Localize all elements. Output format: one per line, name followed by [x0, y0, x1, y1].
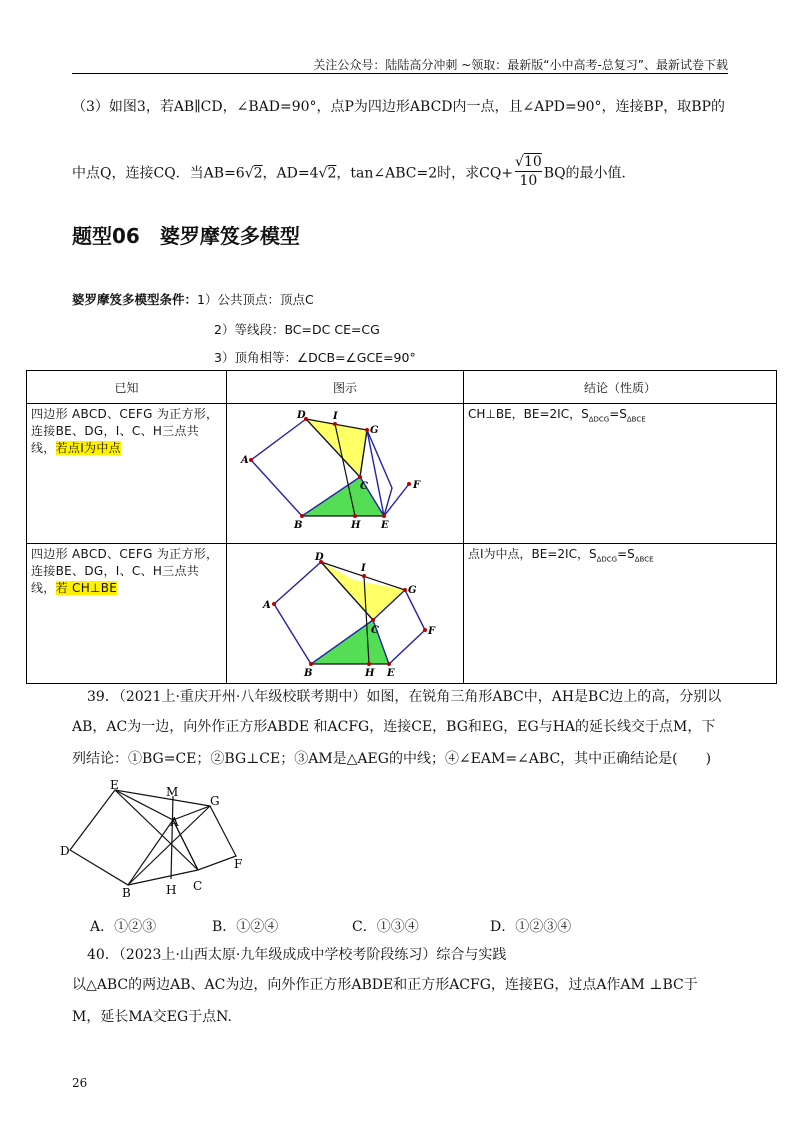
cell-known: 四边形 ABCD、CEFG 为正方形，连接BE、DG，I、C、H三点共线，若 CH⊥BE — [27, 544, 227, 684]
label-i: I — [333, 411, 338, 422]
cell-figure — [227, 404, 464, 544]
q40-line1: 40．（2023上·山西太原·九年级成成中学校考阶段练习）综合与实践 — [87, 947, 507, 963]
conditions-line3: 3）顶角相等：∠DCB=∠GCE=90° — [214, 350, 416, 365]
page-number: 26 — [72, 1076, 88, 1090]
label-c: C — [360, 481, 368, 492]
label-e: E — [381, 520, 389, 531]
cell-figure — [227, 544, 464, 684]
highlight-text: 若点I为中点 — [55, 441, 121, 455]
label-e: E — [110, 780, 119, 792]
model-table — [26, 370, 777, 684]
label-d: D — [315, 552, 324, 563]
label-i: I — [361, 563, 366, 574]
q39-diagram — [60, 780, 260, 900]
table-row — [27, 404, 777, 544]
sqrt-symbol: √ — [318, 165, 328, 182]
q40-line2: 以△ABC的两边AB、AC为边，向外作正方形ABDE和正方形ACFG，连接EG，过点A作AM ⊥BC于 — [72, 977, 698, 993]
conditions-line2: 2）等线段：BC=DC CE=CG — [214, 322, 380, 337]
label-b: B — [294, 520, 303, 531]
label-a: A — [263, 600, 271, 611]
option-c[interactable]: C．①③④ — [352, 919, 419, 935]
label-h: H — [166, 883, 177, 897]
cell-known: 四边形 ABCD、CEFG 为正方形，连接BE、DG，I、C、H三点共线，若点I为中点 — [27, 404, 227, 544]
label-h: H — [351, 520, 361, 531]
label-b: B — [304, 668, 313, 679]
q40-line3: M，延长MA交EG于点N. — [72, 1009, 232, 1025]
label-f: F — [413, 480, 421, 491]
table-row — [27, 544, 777, 684]
header-known: 已知 — [27, 371, 227, 404]
option-a[interactable]: A．①②③ — [90, 919, 157, 935]
header-result: 结论（性质） — [464, 371, 777, 404]
conditions-line1: 婆罗摩笈多模型条件：1）公共顶点：顶点C — [72, 292, 314, 307]
label-d: D — [60, 844, 70, 858]
label-m: M — [166, 785, 179, 799]
label-g: G — [210, 794, 220, 808]
figure-1-diagram — [227, 404, 464, 540]
label-f: F — [428, 626, 436, 637]
label-c: C — [371, 625, 379, 636]
section-title: 题型06 婆罗摩笈多模型 — [72, 224, 300, 248]
q3-line1: （3）如图3，若AB∥CD，∠BAD=90°，点P为四边形ABCD内一点，且∠APD=90°，连接BP，取BP的 — [72, 99, 725, 115]
highlight-text: 若 CH⊥BE — [55, 581, 118, 595]
option-b[interactable]: B．①②④ — [212, 919, 279, 935]
label-a: A — [170, 815, 179, 829]
sqrt-symbol: √ — [244, 165, 254, 182]
label-h: H — [365, 668, 375, 679]
page-header: 关注公众号：陆陆高分冲刺 ~领取：最新版“小中高考-总复习”、最新试卷下载 — [313, 58, 728, 72]
table-header-row — [27, 371, 777, 404]
label-b: B — [122, 886, 131, 900]
cell-result: CH⊥BE，BE=2IC，$S_{\Delta DCG}=S_{\Delta BCE}$ — [464, 404, 777, 544]
label-f: F — [234, 857, 243, 871]
q3-line2: 中点Q，连接CQ．当AB=6√2，AD=4√2，tan∠ABC=2时，求CQ+ $\frac{√10}{10}$ BQ的最小值． — [72, 154, 636, 189]
figure-2-diagram — [227, 544, 464, 680]
label-e: E — [387, 668, 395, 679]
fraction: $\frac{√10}{10}$ — [515, 154, 542, 189]
label-g: G — [408, 585, 417, 596]
option-d[interactable]: D．①②③④ — [490, 919, 572, 935]
q39-line3: 列结论：①BG=CE；②BG⊥CE；③AM是△AEG的中线；④∠EAM=∠ABC，其中正确结论是( ) — [72, 751, 712, 767]
q39-line2: AB，AC为一边，向外作正方形ABDE 和ACFG，连接CE，BG和EG，EG与HA的延长线交于点M，下 — [72, 719, 716, 735]
label-a: A — [241, 455, 249, 466]
q39-line1: 39．（2021上·重庆开州·八年级校联考期中）如图，在锐角三角形ABC中，AH是BC边上的高，分别以 — [87, 689, 722, 705]
label-d: D — [297, 410, 306, 421]
header-rule — [72, 73, 728, 74]
label-c: C — [193, 879, 203, 893]
label-g: G — [370, 425, 379, 436]
cell-result: 点I为中点，BE=2IC，$S_{\Delta DCG}=S_{\Delta BCE}$ — [464, 544, 777, 684]
header-figure: 图示 — [227, 371, 464, 404]
